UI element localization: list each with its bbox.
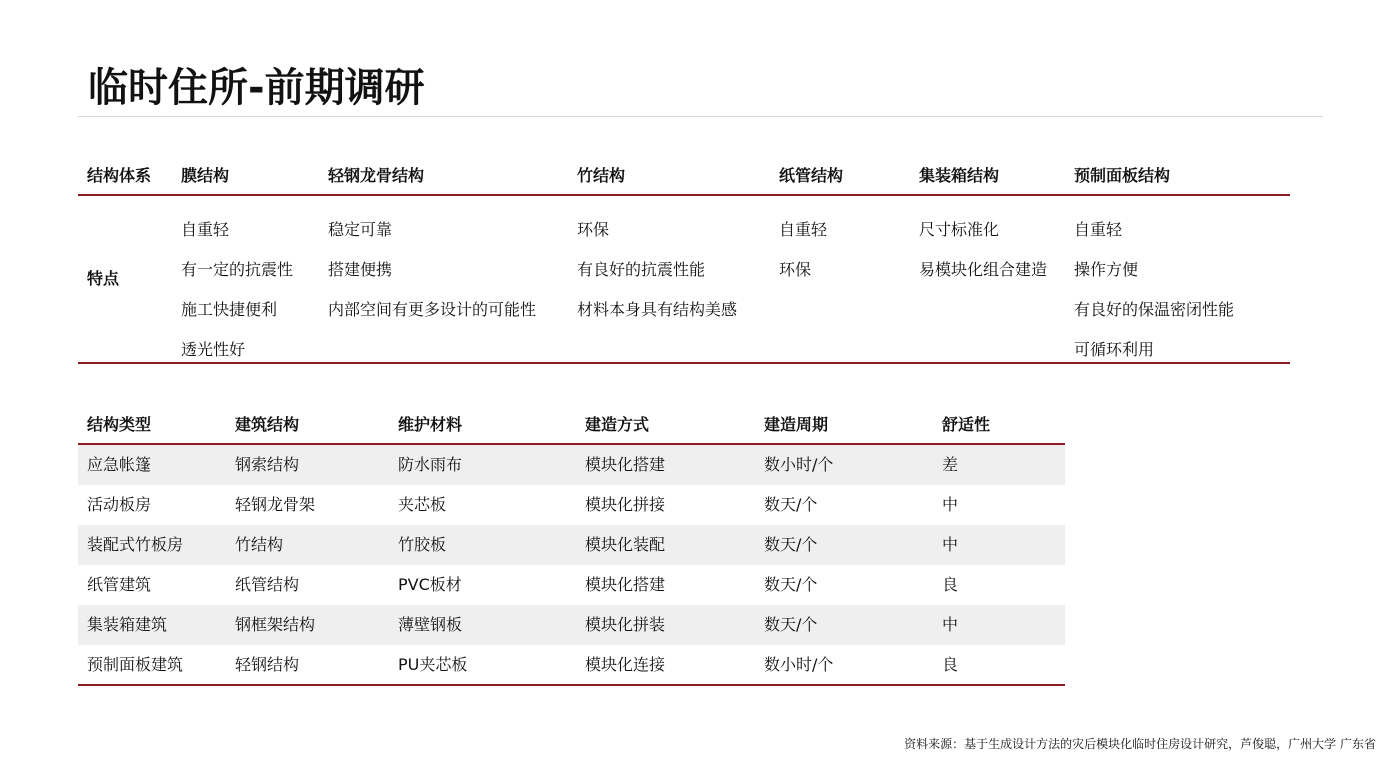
table1-column-paper-tube [779,219,827,299]
table-cell: 模块化拼装 [585,615,666,634]
feature-item: 自重轻 [779,220,828,239]
structure-system-table [78,155,1290,365]
feature-item: 尺寸标准化 [919,220,1000,239]
table2-col-header: 舒适性 [942,415,991,434]
table2-col-header: 结构类型 [87,415,152,434]
feature-item: 搭建便携 [328,260,393,279]
table1-column-prefab-panel [1074,219,1234,379]
table-row [78,485,1065,525]
table-cell: 纸管结构 [235,575,300,594]
table-cell: 预制面板建筑 [87,655,184,674]
table-row [78,525,1065,565]
title-divider [78,116,1323,117]
table-cell: 装配式竹板房 [87,535,184,554]
table-cell: 差 [942,455,959,474]
table-cell: 模块化搭建 [585,455,666,474]
table2-col-header: 建造方式 [585,415,650,434]
table1-col-header: 纸管结构 [779,166,844,185]
table-row [78,565,1065,605]
feature-item: 透光性好 [181,340,246,359]
table1-column-light-steel [328,219,536,339]
table1-col-header: 竹结构 [577,166,626,185]
table-cell: PU夹芯板 [398,655,468,674]
table1-row-header: 结构体系 [87,166,152,185]
table-row [78,605,1065,645]
table2-header-row [78,405,1065,443]
table1-bottom-rule [78,362,1290,364]
table1-column-container [919,219,1047,299]
table1-col-header: 集装箱结构 [919,166,1000,185]
table-cell: 集装箱建筑 [87,615,168,634]
feature-item: 自重轻 [181,220,230,239]
table-cell: 中 [942,535,959,554]
table-cell: 轻钢龙骨架 [235,495,316,514]
table1-header-rule [78,194,1290,196]
table-cell: 纸管建筑 [87,575,152,594]
feature-item: 操作方便 [1074,260,1139,279]
table-row [78,445,1065,485]
feature-item: 环保 [577,220,610,239]
table-cell: 模块化搭建 [585,575,666,594]
table-cell: 数天/个 [764,615,818,634]
feature-item: 材料本身具有结构美感 [577,300,738,319]
table-cell: 数天/个 [764,495,818,514]
table-cell: 轻钢结构 [235,655,300,674]
feature-item: 有一定的抗震性 [181,260,294,279]
feature-item: 有良好的保温密闭性能 [1074,300,1235,319]
table-cell: 中 [942,495,959,514]
table-cell: 模块化拼接 [585,495,666,514]
table-cell: 夹芯板 [398,495,447,514]
table-cell: 防水雨布 [398,455,463,474]
table-cell: 钢索结构 [235,455,300,474]
feature-item: 有良好的抗震性能 [577,260,706,279]
feature-item: 内部空间有更多设计的可能性 [328,300,537,319]
table1-col-header: 预制面板结构 [1074,166,1171,185]
table-cell: 数天/个 [764,575,818,594]
table1-row-label: 特点 [87,269,120,288]
table1-col-header: 膜结构 [181,166,230,185]
table-cell: 活动板房 [87,495,152,514]
table2-col-header: 建筑结构 [235,415,300,434]
table-cell: 竹结构 [235,535,284,554]
table-cell: 数小时/个 [764,455,834,474]
table-cell: 应急帐篷 [87,455,152,474]
table-cell: 良 [942,575,959,594]
table-cell: 模块化连接 [585,655,666,674]
feature-item: 自重轻 [1074,220,1123,239]
table-cell: 竹胶板 [398,535,447,554]
table-cell: 良 [942,655,959,674]
table-cell: 薄壁钢板 [398,615,463,634]
table-cell: 数天/个 [764,535,818,554]
table1-column-membrane [181,219,293,379]
feature-item: 可循环利用 [1074,340,1155,359]
table2-col-header: 建造周期 [764,415,829,434]
table-cell: 中 [942,615,959,634]
table2-bottom-rule [78,684,1065,686]
feature-item: 环保 [779,260,812,279]
table2-col-header: 维护材料 [398,415,463,434]
table-row [78,645,1065,685]
feature-item: 施工快捷便利 [181,300,278,319]
table-cell: 数小时/个 [764,655,834,674]
feature-item: 易模块化组合建造 [919,260,1048,279]
table-cell: 钢框架结构 [235,615,316,634]
source-citation: 资料来源：基于生成设计方法的灾后模块化临时住房设计研究，芦俊聪，广州大学 广东省 [904,737,1376,751]
feature-item: 稳定可靠 [328,220,393,239]
structure-type-table [78,405,1065,687]
table-cell: 模块化装配 [585,535,666,554]
table-cell: PVC板材 [398,575,462,594]
table1-col-header: 轻钢龙骨结构 [328,166,425,185]
page-title: 临时住所-前期调研 [88,65,425,111]
table1-column-bamboo [577,219,737,339]
